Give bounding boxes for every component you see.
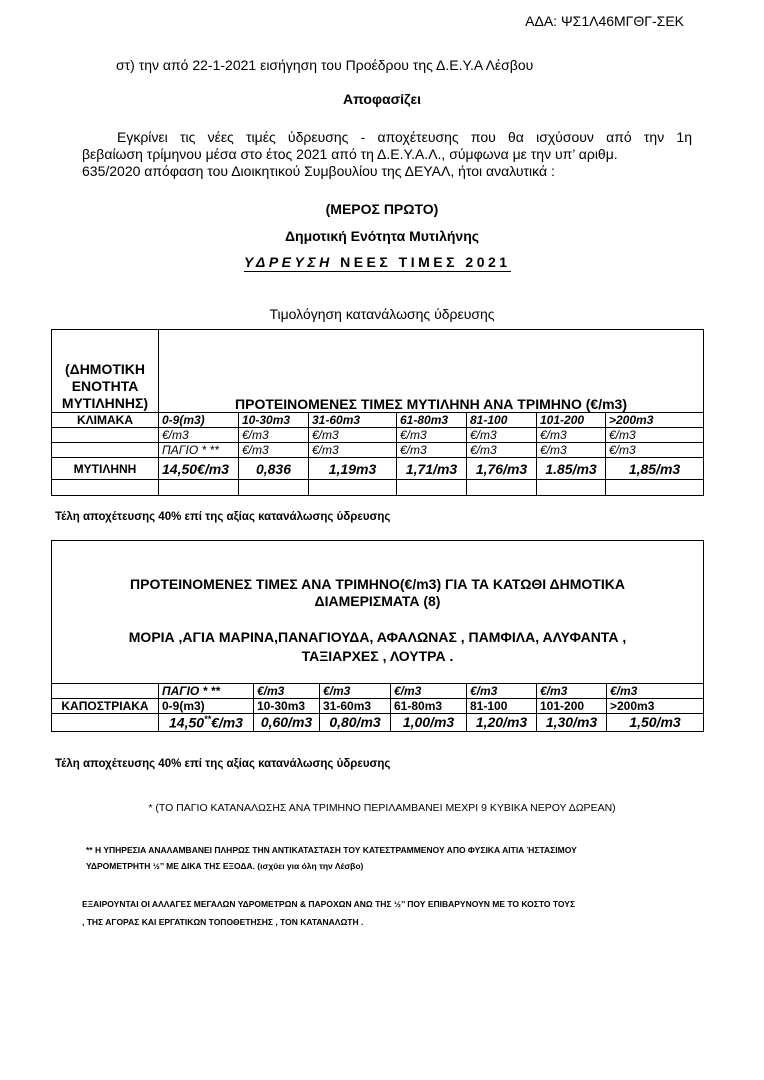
table1-title: ΠΡΟΤΕΙΝΟΜΕΝΕΣ ΤΙΜΕΣ ΜΥΤΙΛΗΝΗ ΑΝΑ ΤΡΙΜΗΝΟ (€/m3) bbox=[159, 330, 704, 413]
table-row bbox=[52, 699, 704, 714]
price-cell: 0,60/m3 bbox=[254, 714, 320, 732]
empty-cell bbox=[52, 480, 159, 496]
unit-cell: €/m3 bbox=[606, 428, 704, 443]
table-row bbox=[52, 428, 704, 443]
price-cell: 0,836 bbox=[239, 458, 309, 480]
price-cell: 0,80/m3 bbox=[320, 714, 391, 732]
tier-cell: 81-100 bbox=[467, 699, 537, 714]
price-cell: 1.85/m3 bbox=[537, 458, 606, 480]
price-cell: 1,76/m3 bbox=[467, 458, 537, 480]
price-cell: 1,30/m3 bbox=[537, 714, 607, 732]
unit-cell: €/m3 bbox=[537, 684, 607, 699]
unit-label-line: (ΔΗΜΟΤΙΚΗ bbox=[64, 361, 146, 377]
price-unit: €/m3 bbox=[211, 714, 243, 731]
tier-cell: 31-60m3 bbox=[320, 699, 391, 714]
tier-cell: >200m3 bbox=[606, 413, 704, 428]
title-line: ΠΡΟΤΕΙΝΟΜΕΝΕΣ ΤΙΜΕΣ ΑΝΑ ΤΡΙΜΗΝΟ(€/m3) ΓΙΑ ΤΑ ΚΑΤΩΘΙ ΔΗΜΟΤΙΚΑ bbox=[130, 576, 625, 592]
footnote-double-star bbox=[86, 842, 577, 874]
footnote-line: ΥΔΡΟΜΕΤΡΗΤΗ ½’’ ΜΕ ΔΙΚΑ ΤΗΣ ΕΞΟΔΑ. (ισχύει για όλη την Λέσβο) bbox=[86, 861, 364, 871]
villages-box bbox=[51, 540, 704, 684]
villages-list bbox=[52, 628, 703, 666]
exceptions-note bbox=[82, 895, 575, 931]
city-cell: ΜΥΤΙΛΗΝΗ bbox=[52, 458, 159, 480]
paragraph-line-1: Εγκρίνει τις νέες τιμές ύδρευσης - αποχέτευσης που θα ισχύσουν από την 1η bbox=[117, 129, 692, 145]
unit-cell: €/m3 bbox=[254, 684, 320, 699]
billing-caption: Τιμολόγηση κατανάλωσης ύδρευσης bbox=[269, 306, 495, 322]
exceptions-line: ΕΞΑΙΡΟΥΝΤΑΙ ΟΙ ΑΛΛΑΓΕΣ ΜΕΓΑΛΩΝ ΥΔΡΟΜΕΤΡΩΝ & ΠΑΡΟΧΩΝ ΑΝΩ ΤΗΣ ½’’ ΠΟΥ ΕΠΙΒΑΡΥΝΟΥΝ ΜΕ ΤΟ ΚΟΣΤΟ ΤΟΥΣ bbox=[82, 899, 576, 909]
table-row bbox=[52, 458, 704, 480]
empty-cell bbox=[52, 684, 159, 699]
price-value: 14,50 bbox=[169, 714, 205, 731]
pagio-label: ΠΑΓΙΟ * ** bbox=[159, 684, 254, 699]
tier-cell: 101-200 bbox=[537, 413, 606, 428]
tier-cell: 101-200 bbox=[537, 699, 607, 714]
tier-cell: 10-30m3 bbox=[239, 413, 309, 428]
unit-cell: €/m3 bbox=[537, 443, 606, 458]
exceptions-line: , ΤΗΣ ΑΓΟΡΑΣ ΚΑΙ ΕΡΓΑΤΙΚΩΝ ΤΟΠΟΘΕΤΗΣΗΣ , ΤΟΝ ΚΑΤΑΝΑΛΩΤΗ . bbox=[82, 917, 364, 927]
table-row bbox=[52, 684, 704, 699]
price-footnote-mark: ** bbox=[204, 714, 212, 724]
table-row bbox=[52, 413, 704, 428]
villages-price-table bbox=[51, 683, 704, 732]
table-header-row bbox=[52, 330, 704, 413]
paragraph-line-2: βεβαίωση τρίμηνου μέσα στο έτος 2021 από τη Δ.Ε.Υ.Α.Λ., σύμφωνα με την υπ’ αριθμ. bbox=[82, 146, 618, 162]
price-cell: 1,00/m3 bbox=[391, 714, 467, 732]
title-line: ΔΙΑΜΕΡΙΣΜΑΤΑ (8) bbox=[314, 593, 441, 609]
tier-cell: 0-9(m3) bbox=[159, 413, 239, 428]
intro-line: στ) την από 22-1-2021 εισήγηση του Προέδρου της Δ.Ε.Υ.Α Λέσβου bbox=[116, 57, 534, 73]
empty-cell bbox=[52, 428, 159, 443]
empty-cell bbox=[537, 480, 606, 496]
unit-cell: €/m3 bbox=[397, 428, 467, 443]
price-cell bbox=[159, 714, 254, 732]
unit-cell: €/m3 bbox=[467, 428, 537, 443]
unit-label-cell bbox=[52, 330, 159, 413]
empty-cell bbox=[52, 714, 159, 732]
empty-cell bbox=[52, 443, 159, 458]
unit-cell: €/m3 bbox=[391, 684, 467, 699]
unit-cell: €/m3 bbox=[239, 428, 309, 443]
unit-cell: €/m3 bbox=[309, 428, 397, 443]
empty-cell bbox=[467, 480, 537, 496]
tier-cell: 0-9(m3) bbox=[159, 699, 254, 714]
unit-cell: €/m3 bbox=[239, 443, 309, 458]
heading-italic: ΥΔΡΕΥΣΗ bbox=[244, 254, 333, 270]
price-cell: 14,50€/m3 bbox=[159, 458, 239, 480]
unit-cell: €/m3 bbox=[467, 684, 537, 699]
municipal-unit-heading: Δημοτική Ενότητα Μυτιλήνης bbox=[284, 228, 480, 244]
price-cell: 1,50/m3 bbox=[607, 714, 704, 732]
city-cell: ΚΑΠΟΣΤΡΙΑΚΑ bbox=[52, 699, 159, 714]
mytilene-price-table bbox=[51, 329, 704, 496]
paragraph-line-3: 635/2020 απόφαση του Διοικητικού Συμβουλίου της ΔΕΥΑΛ, ήτοι αναλυτικά : bbox=[82, 163, 555, 179]
price-cell: 1,19m3 bbox=[309, 458, 397, 480]
unit-cell: €/m3 bbox=[320, 684, 391, 699]
unit-cell: €/m3 bbox=[397, 443, 467, 458]
empty-cell bbox=[239, 480, 309, 496]
unit-label-line: ΕΝΟΤΗΤΑ bbox=[71, 378, 139, 394]
pagio-label: ΠΑΓΙΟ * ** bbox=[159, 443, 239, 458]
ada-code: ΑΔΑ: ΨΣ1Λ46ΜΓΘΓ-ΣΕΚ bbox=[525, 13, 684, 29]
price-cell: 1,71/m3 bbox=[397, 458, 467, 480]
tier-cell: 61-80m3 bbox=[397, 413, 467, 428]
table-row bbox=[52, 480, 704, 496]
part-heading: (ΜΕΡΟΣ ΠΡΩΤΟ) bbox=[325, 201, 439, 217]
tier-cell: 61-80m3 bbox=[391, 699, 467, 714]
unit-cell: €/m3 bbox=[537, 428, 606, 443]
table-row bbox=[52, 443, 704, 458]
table-row bbox=[52, 714, 704, 732]
empty-cell bbox=[606, 480, 704, 496]
empty-cell bbox=[309, 480, 397, 496]
villages-table-title bbox=[52, 576, 703, 610]
sewage-fees-note: Τέλη αποχέτευσης 40% επί της αξίας κατανάλωσης ύδρευσης bbox=[55, 511, 391, 523]
unit-cell: €/m3 bbox=[607, 684, 704, 699]
scale-label: ΚΛΙΜΑΚΑ bbox=[52, 413, 159, 428]
unit-label-line: ΜΥΤΙΛΗΝΗΣ) bbox=[61, 395, 149, 411]
footnote-line: ** Η ΥΠΗΡΕΣΙΑ ΑΝΑΛΑΜΒΑΝΕΙ ΠΛΗΡΩΣ ΤΗΝ ΑΝΤΙΚΑΤΑΣΤΑΣΗ ΤΟΥ ΚΑΤΕΣΤΡΑΜΜΕΝΟΥ ΑΠΟ ΦΥΣΙΚΑ ΑΙΤΙΑ ΉΣΤΑΣΙΜΟΥ bbox=[86, 845, 577, 855]
heading-rest: ΝΕΕΣ ΤΙΜΕΣ 2021 bbox=[340, 254, 511, 270]
unit-cell: €/m3 bbox=[606, 443, 704, 458]
unit-cell: €/m3 bbox=[159, 428, 239, 443]
tier-cell: 10-30m3 bbox=[254, 699, 320, 714]
decides-heading: Αποφασίζει bbox=[342, 91, 422, 107]
price-cell: 1,85/m3 bbox=[606, 458, 704, 480]
footnote-star: * (ΤΟ ΠΑΓΙΟ ΚΑΤΑΝΑΛΩΣΗΣ ΑΝΑ ΤΡΙΜΗΝΟ ΠΕΡΙΛΑΜΒΑΝΕΙ ΜΕΧΡΙ 9 ΚΥΒΙΚΑ ΝΕΡΟΥ ΔΩΡΕΑΝ) bbox=[148, 802, 616, 814]
price-cell: 1,20/m3 bbox=[467, 714, 537, 732]
villages-line: ΜΟΡΙΑ ,ΑΓΙΑ ΜΑΡΙΝΑ,ΠΑΝΑΓΙΟΥΔΑ, ΑΦΑΛΩΝΑΣ , ΠΑΜΦΙΛΑ, ΑΛΥΦΑΝΤΑ , bbox=[128, 629, 627, 645]
sewage-fees-note: Τέλη αποχέτευσης 40% επί της αξίας κατανάλωσης ύδρευσης bbox=[55, 758, 391, 770]
tier-cell: 31-60m3 bbox=[309, 413, 397, 428]
villages-line: ΤΑΞΙΑΡΧΕΣ , ΛΟΥΤΡΑ . bbox=[301, 648, 454, 664]
empty-cell bbox=[397, 480, 467, 496]
tier-cell: 81-100 bbox=[467, 413, 537, 428]
unit-cell: €/m3 bbox=[467, 443, 537, 458]
water-prices-heading bbox=[244, 254, 511, 272]
tier-cell: >200m3 bbox=[607, 699, 704, 714]
decision-paragraph bbox=[82, 129, 692, 180]
unit-cell: €/m3 bbox=[309, 443, 397, 458]
empty-cell bbox=[159, 480, 239, 496]
